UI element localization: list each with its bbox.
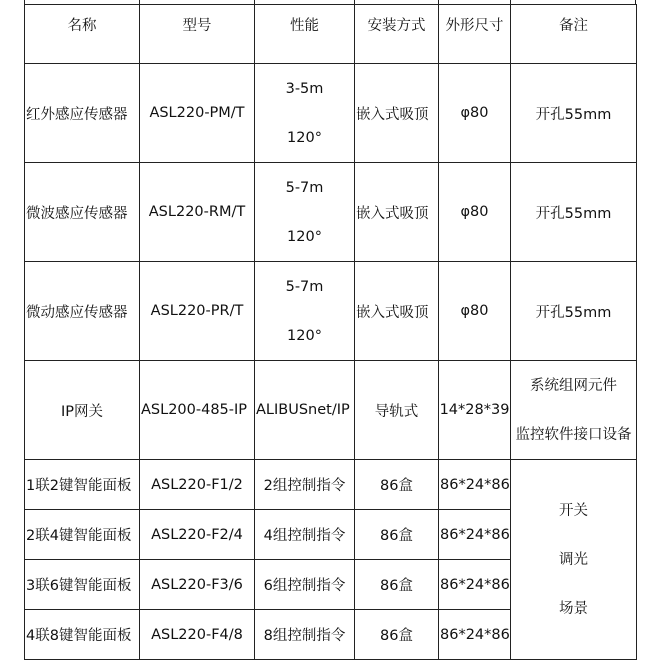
cell-size: 86*24*86 <box>439 460 511 510</box>
cell-name: 2联4键智能面板 <box>25 510 140 560</box>
cell-name: 红外感应传感器 <box>25 64 140 163</box>
note-line: 监控软件接口设备 <box>515 426 632 443</box>
table-row <box>25 163 637 262</box>
cell-size: φ80 <box>439 262 511 361</box>
header-performance: 性能 <box>255 5 355 64</box>
table-row <box>25 64 637 163</box>
cell-performance: 2组控制指令 <box>255 460 355 510</box>
cell-performance: ALIBUSnet/IP <box>255 361 355 460</box>
cell-install: 嵌入式吸顶 <box>355 64 439 163</box>
cell-name: 微动感应传感器 <box>25 262 140 361</box>
cell-install: 86盒 <box>355 610 439 660</box>
header-name: 名称 <box>25 5 140 64</box>
cell-size: φ80 <box>439 163 511 262</box>
note-line: 系统组网元件 <box>530 377 617 394</box>
cell-model: ASL220-PM/T <box>140 64 255 163</box>
cell-performance <box>255 262 355 361</box>
table-row <box>25 361 637 460</box>
cell-install: 86盒 <box>355 460 439 510</box>
cell-name: 微波感应传感器 <box>25 163 140 262</box>
cell-size: 14*28*39 <box>439 361 511 460</box>
perf-range: 5-7m <box>285 278 324 295</box>
cell-performance <box>255 163 355 262</box>
perf-range: 5-7m <box>285 179 324 196</box>
cell-performance: 6组控制指令 <box>255 560 355 610</box>
header-model: 型号 <box>140 5 255 64</box>
cell-install: 86盒 <box>355 560 439 610</box>
cell-model: ASL200-485-IP <box>140 361 255 460</box>
cell-model: ASL220-F4/8 <box>140 610 255 660</box>
header-size: 外形尺寸 <box>439 5 511 64</box>
table-row <box>25 262 637 361</box>
note-line: 开关 <box>559 502 588 519</box>
cell-install: 86盒 <box>355 510 439 560</box>
cell-performance: 8组控制指令 <box>255 610 355 660</box>
cell-size: φ80 <box>439 64 511 163</box>
table-row <box>25 460 637 510</box>
header-note: 备注 <box>511 5 637 64</box>
cell-model: ASL220-F3/6 <box>140 560 255 610</box>
note-line: 调光 <box>559 551 588 568</box>
cell-performance <box>255 64 355 163</box>
cell-note: 开孔55mm <box>511 163 637 262</box>
cell-model: ASL220-RM/T <box>140 163 255 262</box>
cell-size: 86*24*86 <box>439 610 511 660</box>
perf-range: 3-5m <box>285 80 324 97</box>
cell-install: 嵌入式吸顶 <box>355 262 439 361</box>
cell-note-merged <box>511 460 637 660</box>
cell-note: 开孔55mm <box>511 64 637 163</box>
cell-install: 嵌入式吸顶 <box>355 163 439 262</box>
header-install: 安装方式 <box>355 5 439 64</box>
product-spec-table <box>24 4 637 660</box>
cell-name: IP网关 <box>25 361 140 460</box>
cell-size: 86*24*86 <box>439 560 511 610</box>
cell-model: ASL220-F2/4 <box>140 510 255 560</box>
perf-angle: 120° <box>287 327 322 344</box>
cell-install: 导轨式 <box>355 361 439 460</box>
cell-note: 开孔55mm <box>511 262 637 361</box>
cell-model: ASL220-PR/T <box>140 262 255 361</box>
header-row <box>25 5 637 64</box>
perf-angle: 120° <box>287 228 322 245</box>
cell-note <box>511 361 637 460</box>
cell-name: 1联2键智能面板 <box>25 460 140 510</box>
cell-model: ASL220-F1/2 <box>140 460 255 510</box>
note-line: 场景 <box>559 600 588 617</box>
cell-performance: 4组控制指令 <box>255 510 355 560</box>
cell-name: 3联6键智能面板 <box>25 560 140 610</box>
cell-size: 86*24*86 <box>439 510 511 560</box>
cell-name: 4联8键智能面板 <box>25 610 140 660</box>
perf-angle: 120° <box>287 129 322 146</box>
